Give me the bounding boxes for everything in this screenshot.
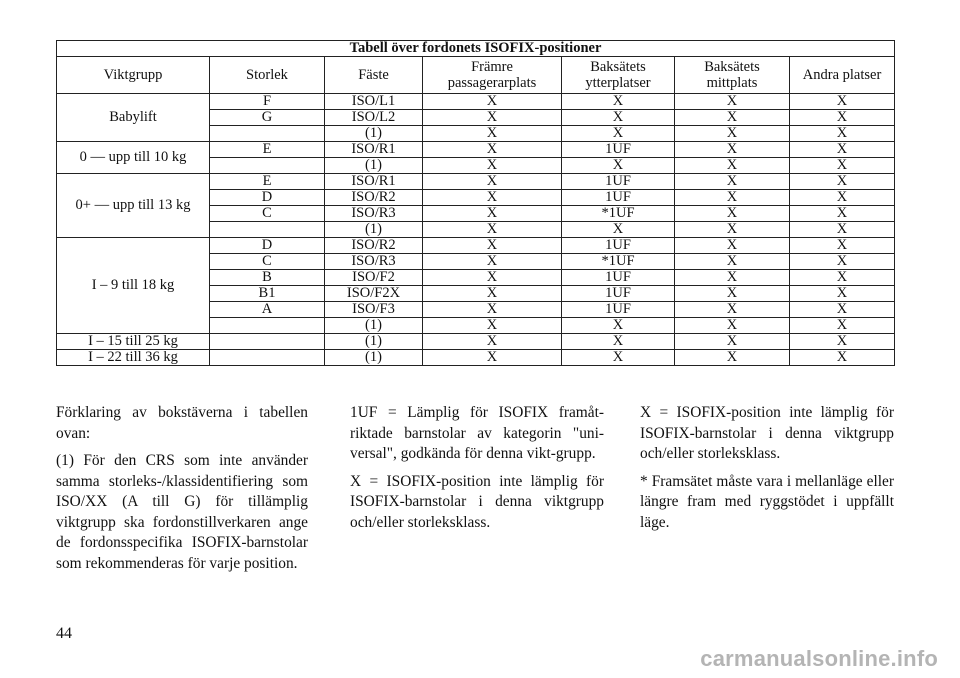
table-cell: X (790, 94, 895, 110)
table-cell: C (210, 254, 325, 270)
table-cell: X (423, 334, 562, 350)
table-cell: X (675, 286, 790, 302)
table-cell: X (423, 206, 562, 222)
table-title: Tabell över fordonets ISOFIX-positioner (57, 41, 895, 57)
table-cell: X (423, 318, 562, 334)
table-cell: 1UF (562, 174, 675, 190)
table-cell: X (790, 318, 895, 334)
table-cell: X (423, 302, 562, 318)
table-cell: X (790, 286, 895, 302)
weight-group-cell: I – 15 till 25 kg (57, 334, 210, 350)
column-header: Fäste (325, 57, 423, 94)
table-cell: X (423, 222, 562, 238)
table-row (57, 334, 895, 350)
table-cell: X (675, 110, 790, 126)
table-cell: X (790, 174, 895, 190)
table-cell: X (790, 334, 895, 350)
column-header: Baksätets ytterplatser (562, 57, 675, 94)
table-cell: X (562, 350, 675, 366)
table-cell: X (790, 126, 895, 142)
table-cell: X (562, 222, 675, 238)
table-row (57, 94, 895, 110)
table-cell: ISO/L1 (325, 94, 423, 110)
table-cell: X (423, 190, 562, 206)
table-cell: X (675, 142, 790, 158)
table-cell: (1) (325, 158, 423, 174)
table-cell: (1) (325, 222, 423, 238)
table-cell: X (675, 94, 790, 110)
table-cell (210, 334, 325, 350)
column-header: Viktgrupp (57, 57, 210, 94)
legend-heading: Förklaring av bokstäverna i tabellen ovan: (56, 404, 308, 442)
weight-group-cell: 0+ — upp till 13 kg (57, 174, 210, 238)
table-cell: X (562, 334, 675, 350)
table-cell: ISO/L2 (325, 110, 423, 126)
isofix-table (56, 40, 895, 366)
table-row (57, 174, 895, 190)
table-cell: X (423, 270, 562, 286)
table-cell: X (675, 318, 790, 334)
table-cell: D (210, 238, 325, 254)
table-cell: X (423, 238, 562, 254)
table-cell: E (210, 174, 325, 190)
legend-asterisk: * Framsätet måste vara i mellanläge eller längre fram med ryggstödet i uppfällt läge. (640, 472, 894, 531)
table-cell: E (210, 142, 325, 158)
table-cell: 1UF (562, 238, 675, 254)
table-cell: X (675, 334, 790, 350)
table-cell: X (790, 142, 895, 158)
table-cell: X (790, 190, 895, 206)
table-cell: X (562, 110, 675, 126)
table-cell: A (210, 302, 325, 318)
table-cell: ISO/R2 (325, 190, 423, 206)
table-header-row (57, 57, 895, 94)
table-cell: X (675, 350, 790, 366)
table-cell: X (423, 286, 562, 302)
table-cell: X (423, 254, 562, 270)
table-cell: 1UF (562, 142, 675, 158)
table-cell: (1) (325, 318, 423, 334)
table-cell: X (675, 126, 790, 142)
table-cell: ISO/R3 (325, 206, 423, 222)
table-cell: (1) (325, 334, 423, 350)
table-cell: X (675, 270, 790, 286)
legend-x-repeat: X = ISOFIX-position inte lämplig för ISOFIX-barnstolar i denna viktgrupp och/eller storleksklass. (640, 404, 894, 462)
table-cell: 1UF (562, 286, 675, 302)
table-cell: ISO/F2X (325, 286, 423, 302)
table-cell: ISO/F3 (325, 302, 423, 318)
table-cell: X (790, 302, 895, 318)
table-row (57, 238, 895, 254)
table-cell: X (675, 254, 790, 270)
table-cell: X (675, 190, 790, 206)
legend-column-3 (640, 403, 894, 540)
table-cell (210, 158, 325, 174)
legend-column-1 (56, 403, 308, 581)
table-cell (210, 126, 325, 142)
table-cell (210, 318, 325, 334)
table-cell (210, 222, 325, 238)
legend-note-1: (1) För den CRS som inte använder samma storleks-/klassidentifiering som ISO/XX (A till G) för tillämplig viktgrupp ska fordonstillverkaren ange de fordonsspecifika ISOFIX-barnstolar som rekommenderas för varje position. (56, 452, 308, 572)
table-cell: ISO/R1 (325, 142, 423, 158)
table-cell: ISO/F2 (325, 270, 423, 286)
table-cell: X (423, 142, 562, 158)
column-header: Storlek (210, 57, 325, 94)
table-cell: X (790, 238, 895, 254)
table-cell: X (675, 158, 790, 174)
table-cell: X (423, 126, 562, 142)
table-cell: X (675, 302, 790, 318)
table-cell: 1UF (562, 270, 675, 286)
legend-1uf: 1UF = Lämplig för ISOFIX framåt-riktade barnstolar av kategorin "uni-versal", godkända för denna vikt-grupp. (350, 404, 604, 462)
table-row (57, 350, 895, 366)
table-cell: X (423, 110, 562, 126)
table-cell: X (562, 318, 675, 334)
table-cell: 1UF (562, 302, 675, 318)
weight-group-cell: I – 22 till 36 kg (57, 350, 210, 366)
table-cell: G (210, 110, 325, 126)
weight-group-cell: Babylift (57, 94, 210, 142)
table-cell: ISO/R2 (325, 238, 423, 254)
table-cell: X (423, 350, 562, 366)
legend-x: X = ISOFIX-position inte lämplig för ISOFIX-barnstolar i denna viktgrupp och/eller storleksklass. (350, 472, 604, 531)
column-header: Främre passagerarplats (423, 57, 562, 94)
table-cell: X (675, 238, 790, 254)
table-cell: X (423, 158, 562, 174)
table-cell (210, 350, 325, 366)
table-cell: X (790, 350, 895, 366)
table-cell: (1) (325, 126, 423, 142)
table-cell: X (562, 126, 675, 142)
column-header: Andra platser (790, 57, 895, 94)
table-cell: B (210, 270, 325, 286)
table-cell: X (790, 206, 895, 222)
table-cell: *1UF (562, 206, 675, 222)
table-cell: X (790, 110, 895, 126)
table-cell: X (790, 158, 895, 174)
table-cell: ISO/R3 (325, 254, 423, 270)
table-cell: F (210, 94, 325, 110)
table-cell: X (790, 254, 895, 270)
weight-group-cell: I – 9 till 18 kg (57, 238, 210, 334)
table-cell: B1 (210, 286, 325, 302)
table-body (57, 94, 895, 366)
watermark: carmanualsonline.info (700, 646, 938, 671)
table-cell: X (675, 206, 790, 222)
weight-group-cell: 0 — upp till 10 kg (57, 142, 210, 174)
table-cell: C (210, 206, 325, 222)
table-row (57, 142, 895, 158)
page-number: 44 (56, 625, 72, 642)
column-header: Baksätets mittplats (675, 57, 790, 94)
table-cell: X (790, 222, 895, 238)
table-cell: X (562, 158, 675, 174)
table-cell: ISO/R1 (325, 174, 423, 190)
table-cell: X (790, 270, 895, 286)
table-cell: X (562, 94, 675, 110)
table-cell: 1UF (562, 190, 675, 206)
legend-column-2 (350, 403, 604, 540)
table-cell: D (210, 190, 325, 206)
table-cell: X (675, 222, 790, 238)
table-cell: *1UF (562, 254, 675, 270)
table-cell: X (423, 94, 562, 110)
table-cell: X (423, 174, 562, 190)
table-cell: (1) (325, 350, 423, 366)
table-cell: X (675, 174, 790, 190)
